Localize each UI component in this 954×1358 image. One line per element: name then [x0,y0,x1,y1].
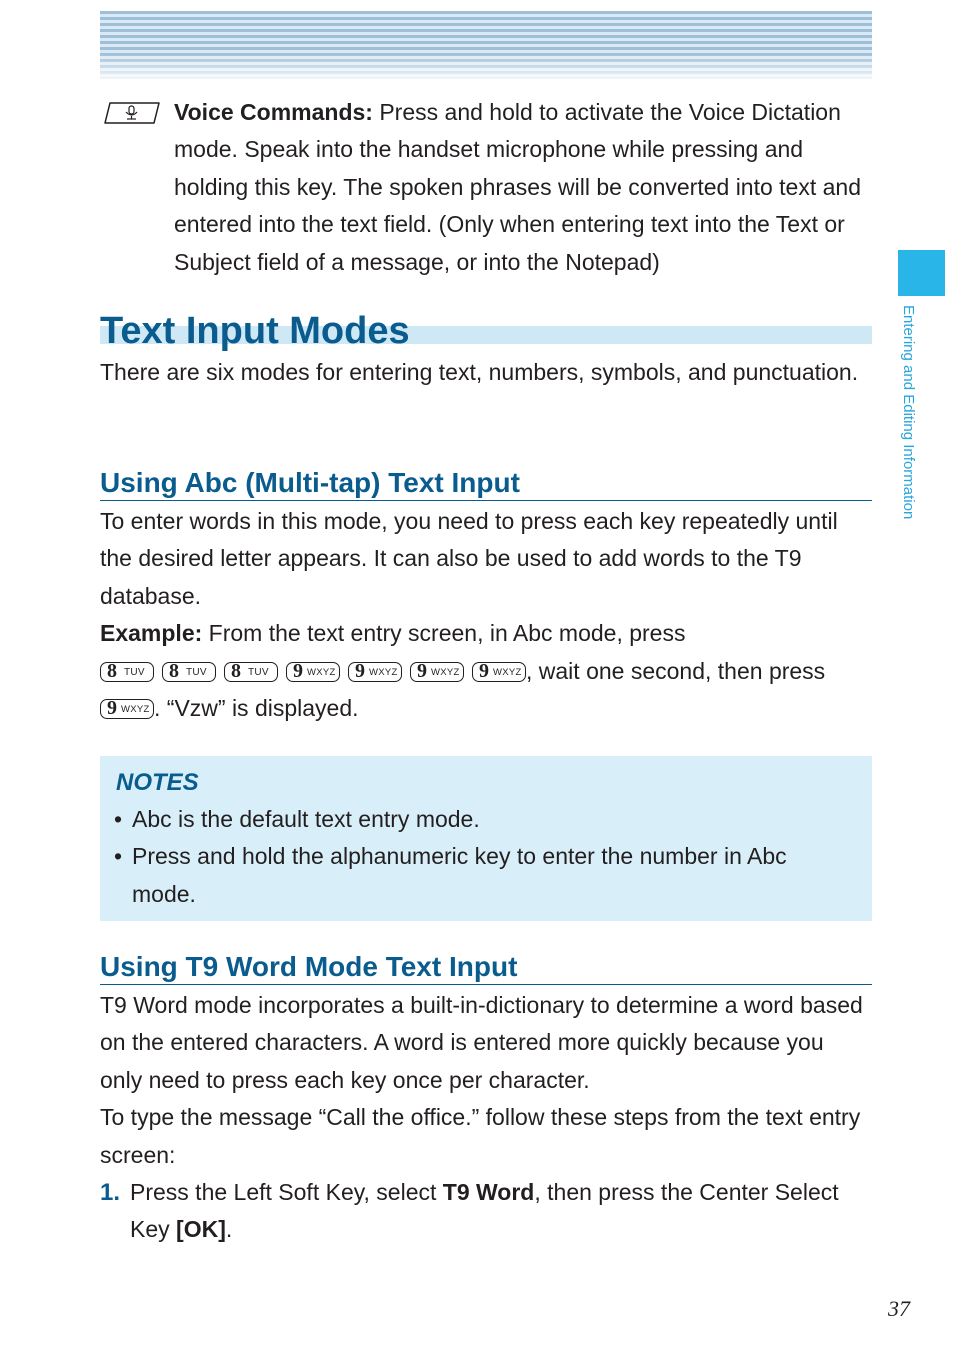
microphone-key-icon [104,102,160,124]
key-9-icon: 9 WXYZ [348,662,402,682]
t9-heading-block [100,950,872,985]
example-text: From the text entry screen, in Abc mode, press [202,620,686,647]
chapter-tab [898,250,945,296]
notes-list [114,801,854,913]
notes-heading: NOTES [116,769,199,796]
step-text: Press the Left Soft Key, select T9 Word, then press the Center Select Key [OK]. [130,1179,839,1243]
key-9-icon: 9 WXYZ [286,662,340,682]
t9-paragraph: T9 Word mode incorporates a built-in-dictionary to determine a word based on the entered characters. A word is entered more quickly because you only need to press each key once per character. [100,992,863,1093]
example-paragraph [100,615,872,652]
list-item: • Press and hold the alphanumeric key to enter the number in Abc mode. [114,838,854,913]
key-8-icon: 8 TUV [100,662,154,682]
page-title: Text Input Modes [100,310,410,352]
notes-box [100,756,872,921]
result-text: . “Vzw” is displayed. [154,695,359,722]
t9-heading: Using T9 Word Mode Text Input [100,951,518,982]
t9-section-body [100,987,872,1174]
voice-commands-paragraph [174,94,874,281]
example-label: Example: [100,620,203,647]
intro-paragraph: There are six modes for entering text, numbers, symbols, and punctuation. [100,359,859,385]
key-9-icon: 9 WXYZ [472,662,526,682]
abc-heading-block [100,466,872,501]
list-item: • Abc is the default text entry mode. [114,801,854,838]
bullet-icon: • [114,806,123,832]
abc-section-body [100,503,872,727]
abc-paragraph: To enter words in this mode, you need to press each key repeatedly until the desired letter appears. It can also be used to add words to the T9 database. [100,508,838,609]
t9-instructions: To type the message “Call the office.” follow these steps from the text entry screen: [100,1104,861,1168]
step-number: 1. [100,1179,121,1206]
header-stripe-band [100,11,872,79]
key-sequence-line [100,653,872,690]
key-9-icon: 9 WXYZ [410,662,464,682]
key-8-icon: 8 TUV [162,662,216,682]
key-8-icon: 8 TUV [224,662,278,682]
key-9-icon: 9 WXYZ [100,699,154,719]
step-1 [100,1174,872,1249]
result-line [100,690,872,727]
page-number: 37 [888,1296,910,1321]
section-title-block [100,308,872,354]
voice-commands-text: Press and hold to activate the Voice Dictation mode. Speak into the handset microphone while pressing and holding this key. The spoken phrases will be converted into text and entered into the text field. (Only when entering text into the Text or Subject field of a message, or into the Notepad) [174,99,862,275]
wait-text: , wait one second, then press [526,657,826,684]
voice-commands-label: Voice Commands: [174,99,373,125]
chapter-side-label: Entering and Editing Information [900,305,917,520]
abc-heading: Using Abc (Multi-tap) Text Input [100,467,520,498]
bullet-icon: • [114,843,123,870]
